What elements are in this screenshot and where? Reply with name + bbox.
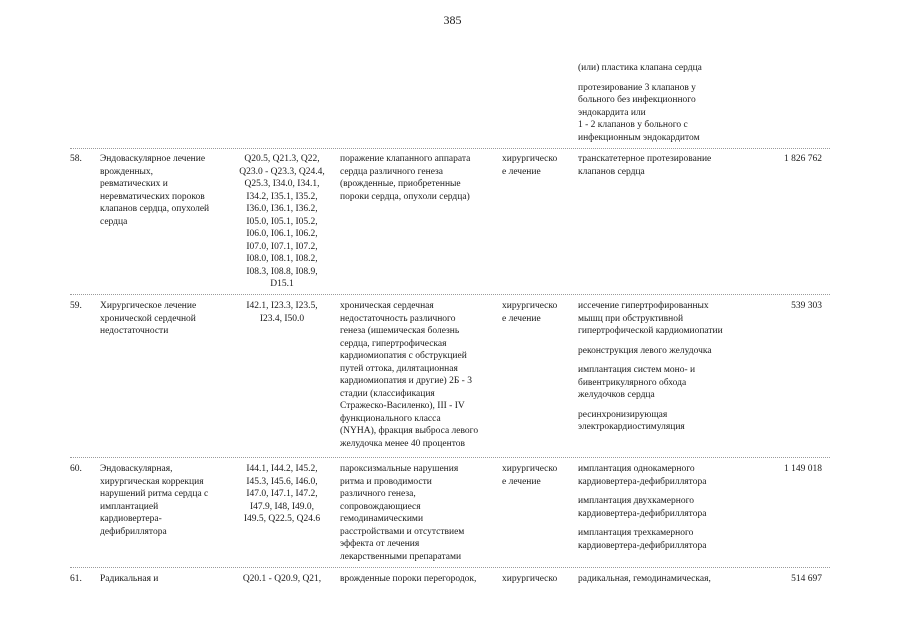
text-line: хирургическо [502,574,558,584]
text-line: инфекционным эндокардитом [578,132,700,143]
methods-cell [578,300,748,434]
text-line: стадии (классификация [340,388,435,399]
price-cell: 1 826 762 [784,154,822,164]
text-line: сердца [100,216,128,227]
text-line: I05.0, I05.1, I05.2, [246,216,318,227]
text-line: Q25.3, I34.0, I34.1, [244,179,320,189]
row-number: 61. [70,574,82,584]
text-line: имплантация систем моно- и [578,365,696,375]
row-separator [70,148,830,149]
text-line: протезирование 3 клапанов у [578,82,696,93]
method-block [578,527,748,552]
text-line: больного без инфекционного [578,95,696,105]
text-line: неревматических пороков [100,191,205,202]
care-name-cell [100,153,235,228]
text-line: кардиомиопатия и другие) 2Б - 3 [340,376,472,386]
method-block [578,82,748,145]
carryover-methods-cell [578,62,748,144]
text-line: хирургическая коррекция [100,476,204,487]
text-line: имплантацией [100,501,159,512]
text-line: недостаточности [100,326,169,336]
treatment-type-cell [502,300,570,325]
text-line: кардиовертера-дефибриллятора [578,476,707,487]
care-name-cell [100,300,235,338]
text-line: Эндоваскулярное лечение [100,154,206,164]
text-line: желудочков сердца [578,390,655,400]
text-line: I45.3, I45.6, I46.0, [246,476,318,487]
text-line: лекарственными препаратами [340,551,462,562]
diagnosis-cell [340,463,498,563]
method-block [578,62,748,75]
text-line: I49.5, Q22.5, Q24.6 [243,514,321,524]
text-line: нарушений ритма сердца с [100,489,209,499]
icd-codes-cell [238,463,326,526]
text-line: кардиовертера-дефибриллятора [578,508,707,519]
text-line: недостаточность различного [340,313,456,324]
method-block [578,463,748,488]
text-line: Q20.1 - Q20.9, Q21, [242,574,322,584]
text-line: I42.1, I23.3, I23.5, [246,301,318,311]
method-block [578,495,748,520]
text-line: Радикальная и [100,574,159,584]
diagnosis-cell [340,573,498,586]
text-line: эндокардита или [578,107,646,118]
text-line: мышц при обструктивной [578,313,684,324]
text-line: ресинхронизирующая [578,409,668,420]
text-line: имплантация трехкамерного [578,528,694,538]
treatment-type-cell [502,463,570,488]
row-separator [70,457,830,458]
care-name-cell [100,463,235,538]
text-line: имплантация однокамерного [578,464,695,474]
methods-cell [578,463,748,552]
text-line: врожденных, [100,166,154,177]
method-block [578,300,748,338]
text-line: 1 - 2 клапанов у больного с [578,120,688,130]
text-line: иссечение гипертрофированных [578,301,709,311]
text-line: путей оттока, дилятационная [340,363,458,374]
text-line: I34.2, I35.1, I35.2, [246,191,318,202]
text-line: I06.0, I06.1, I06.2, [246,229,318,239]
price-cell: 1 149 018 [784,464,822,474]
text-line: генеза (ишемическая болезнь [340,326,460,336]
text-line: хроническая сердечная [340,301,434,311]
care-name-cell [100,573,235,586]
text-line: клапанов сердца, опухолей [100,204,210,214]
text-line: хирургическо [502,301,558,311]
row-separator [70,567,830,568]
text-line: сердца различного генеза [340,166,443,177]
text-line: Стражеско-Василенко), III - IV [340,401,465,411]
diagnosis-cell [340,300,498,450]
text-line: (врожденные, приобретенные [340,179,461,189]
text-line: врожденные пороки перегородок, [340,574,477,584]
text-line: хирургическо [502,154,558,164]
text-line: кардиовертера- [100,514,162,524]
text-line: I08.3, I08.8, I08.9, [246,266,318,277]
text-line: I07.0, I07.1, I07.2, [246,241,318,252]
methods-cell [578,573,748,586]
text-line: I44.1, I44.2, I45.2, [246,464,318,474]
icd-codes-cell [238,153,326,291]
text-line: I47.9, I48, I49.0, [249,501,315,512]
text-line: транскатетерное протезирование [578,154,712,164]
text-line: ревматических и [100,179,168,189]
price-cell: 539 303 [791,301,822,311]
text-line: функционального класса [340,413,441,424]
methods-cell [578,153,748,178]
text-line: имплантация двухкамерного [578,496,695,506]
text-line: поражение клапанного аппарата [340,154,471,164]
text-line: радикальная, гемодинамическая, [578,574,711,584]
diagnosis-cell [340,153,498,203]
text-line: I23.4, I50.0 [259,313,305,324]
text-line: дефибриллятора [100,526,167,537]
text-line: Хирургическое лечение [100,301,197,311]
text-line: желудочка менее 40 процентов [340,438,465,449]
icd-codes-cell [238,300,326,325]
icd-codes-cell [238,573,326,586]
row-separator [70,294,830,295]
text-line: электрокардиостимуляция [578,422,685,432]
text-line: I47.0, I47.1, I47.2, [246,489,318,499]
text-line: различного генеза, [340,489,416,499]
text-line: пороки сердца, опухоли сердца) [340,191,470,202]
text-line: эффекта от лечения [340,539,420,549]
text-line: Эндоваскулярная, [100,464,173,474]
text-line: Q23.0 - Q23.3, Q24.4, [239,166,325,177]
method-block [578,153,748,178]
text-line: I36.0, I36.1, I36.2, [246,204,318,214]
method-block [578,364,748,402]
text-line: клапанов сердца [578,166,645,177]
method-block [578,573,748,586]
method-block [578,409,748,434]
text-line: D15.1 [270,279,294,289]
text-line: хирургическо [502,464,558,474]
treatment-type-cell [502,573,570,586]
text-line: расстройствами и отсутствием [340,526,465,537]
text-line: (NYHA), фракция выброса левого [340,426,479,436]
text-line: сопровождающиеся [340,501,421,512]
text-line: Q20.5, Q21.3, Q22, [244,154,320,164]
text-line: е лечение [502,166,541,177]
text-line: реконструкция левого желудочка [578,345,712,356]
row-number: 59. [70,301,82,311]
text-line: кардиовертера-дефибриллятора [578,540,707,551]
text-line: пароксизмальные нарушения [340,464,459,474]
treatment-type-cell [502,153,570,178]
page-number: 385 [443,13,462,27]
text-line: хронической сердечной [100,313,196,324]
method-block [578,345,748,358]
text-line: I08.0, I08.1, I08.2, [246,254,318,264]
text-line: е лечение [502,476,541,487]
text-line: ритма и проводимости [340,476,432,487]
text-line: гипертрофической кардиомиопатии [578,326,723,336]
text-line: сердца, гипертрофическая [340,338,447,349]
text-line: е лечение [502,313,541,324]
text-line: бивентрикулярного обхода [578,377,687,388]
text-line: (или) пластика клапана сердца [578,63,702,73]
row-number: 60. [70,464,82,474]
row-number: 58. [70,154,82,164]
text-line: гемодинамическими [340,514,424,524]
text-line: кардиомиопатия с обструкцией [340,351,467,361]
price-cell: 514 697 [791,574,822,584]
